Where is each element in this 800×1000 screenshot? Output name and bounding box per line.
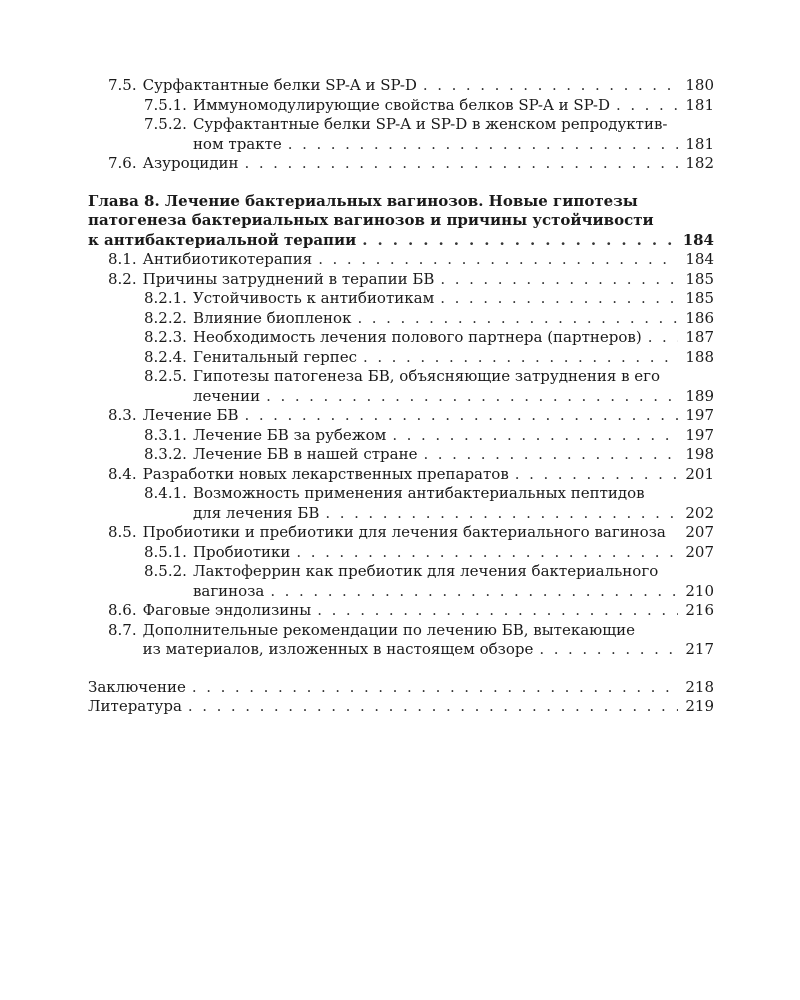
toc-entry-title-start: Гипотезы патогенеза БВ, объясняющие затруднения в его bbox=[192, 367, 661, 385]
toc-page-number: 216 bbox=[685, 601, 714, 619]
toc-entry-number: 8.4.1. bbox=[144, 484, 187, 502]
toc-entry[interactable] bbox=[88, 562, 714, 601]
toc-entry-title: Лечение БВ в нашей стране bbox=[192, 445, 418, 463]
toc-entry[interactable] bbox=[88, 289, 714, 309]
toc-leader-dots bbox=[325, 504, 678, 524]
toc-entry-title: Лечение БВ за рубежом bbox=[192, 425, 387, 444]
toc-entry-number: 8.1. bbox=[108, 250, 137, 268]
toc-leader-dots bbox=[188, 697, 678, 717]
toc-page-number: 197 bbox=[685, 425, 714, 444]
toc-entry-line bbox=[88, 678, 714, 698]
toc-entry[interactable] bbox=[88, 601, 714, 621]
toc-page-number: 180 bbox=[685, 76, 714, 94]
toc-leader-dots bbox=[515, 465, 678, 485]
toc-entry-number: 7.6. bbox=[108, 154, 137, 172]
toc-entry-number: 8.6. bbox=[108, 601, 137, 619]
toc-leader-dots bbox=[616, 96, 678, 116]
toc-entry-line bbox=[108, 640, 714, 660]
toc-leader-dots bbox=[539, 640, 678, 660]
toc-entry-title-start: Лактоферрин как пребиотик для лечения бактериального bbox=[192, 562, 659, 580]
toc-chapter-heading[interactable] bbox=[88, 192, 714, 251]
toc-page-number: 217 bbox=[685, 640, 714, 658]
toc-entry-line bbox=[108, 76, 714, 96]
toc-entry-title: Сурфактантные белки SP-A и SP-D bbox=[142, 76, 417, 94]
toc-entry[interactable] bbox=[88, 328, 714, 348]
toc-entry-number: 8.2. bbox=[108, 269, 137, 288]
toc-page-number: 210 bbox=[685, 581, 714, 600]
toc-entry[interactable] bbox=[88, 76, 714, 96]
toc-page-number: 187 bbox=[685, 328, 714, 346]
toc-entry-line bbox=[144, 348, 714, 368]
toc-leader-dots bbox=[423, 76, 678, 96]
toc-entry-title: Устойчивость к антибиотикам bbox=[192, 289, 435, 307]
toc-entry[interactable] bbox=[88, 309, 714, 329]
table-of-contents bbox=[88, 76, 714, 717]
toc-entry-line bbox=[144, 96, 714, 116]
toc-entry[interactable] bbox=[88, 96, 714, 116]
toc-leader-dots bbox=[288, 135, 678, 155]
toc-entry-number: 7.5.1. bbox=[144, 95, 187, 114]
toc-entry-title: для лечения БВ bbox=[192, 503, 320, 522]
toc-entry-number: 8.2.4. bbox=[144, 347, 187, 366]
toc-entry-title-start: Возможность применения антибактериальных пептидов bbox=[192, 484, 645, 502]
toc-entry[interactable] bbox=[88, 426, 714, 446]
toc-entry-line bbox=[88, 231, 714, 251]
toc-entry-line bbox=[144, 543, 714, 563]
toc-entry-line bbox=[144, 309, 714, 329]
toc-entry-title: лечении bbox=[192, 386, 261, 405]
toc-page-number: 201 bbox=[685, 464, 714, 483]
toc-entry-number: 8.2.3. bbox=[144, 328, 187, 346]
toc-entry-line bbox=[108, 465, 714, 485]
toc-page-number: 218 bbox=[685, 677, 714, 696]
toc-entry-number: 8.3. bbox=[108, 406, 137, 424]
toc-entry-line bbox=[144, 328, 714, 348]
toc-entry-title: Заключение bbox=[88, 677, 186, 696]
toc-leader-dots bbox=[357, 309, 678, 329]
toc-entry-title: Азуроцидин bbox=[142, 154, 239, 172]
toc-page-number: 182 bbox=[685, 154, 714, 172]
toc-leader-dots bbox=[423, 445, 678, 465]
toc-entry-line bbox=[144, 445, 714, 465]
toc-entry-number: 7.5.2. bbox=[144, 115, 187, 133]
toc-chapter-title-part: патогенеза бактериальных вагинозов и причины устойчивости bbox=[88, 211, 654, 229]
toc-entry[interactable] bbox=[88, 115, 714, 154]
toc-entry[interactable] bbox=[88, 678, 714, 698]
toc-entry-title: Фаговые эндолизины bbox=[142, 601, 312, 619]
toc-page-number: 185 bbox=[685, 269, 714, 288]
toc-chapter-line-2 bbox=[88, 211, 714, 231]
toc-page-number: 185 bbox=[685, 289, 714, 307]
toc-leader-dots bbox=[266, 387, 678, 407]
toc-entry-number: 8.5.1. bbox=[144, 542, 187, 561]
toc-page-number: 181 bbox=[685, 95, 714, 114]
toc-entry-title: Литература bbox=[88, 697, 182, 715]
toc-page-number: 207 bbox=[685, 523, 714, 541]
toc-entry[interactable] bbox=[88, 465, 714, 485]
toc-page-number: 198 bbox=[685, 445, 714, 463]
toc-entry-title: вагиноза bbox=[192, 581, 265, 600]
toc-entry[interactable] bbox=[88, 523, 714, 543]
toc-entry[interactable] bbox=[88, 484, 714, 523]
toc-page-number: 207 bbox=[685, 542, 714, 561]
toc-leader-dots bbox=[440, 289, 678, 309]
toc-entry-number: 8.3.2. bbox=[144, 445, 187, 463]
toc-entry-line bbox=[108, 154, 714, 174]
toc-entry-number: 8.7. bbox=[108, 620, 137, 639]
toc-entry-title-start: Сурфактантные белки SP-A и SP-D в женском репродуктив- bbox=[192, 115, 668, 133]
toc-entry-line bbox=[108, 270, 714, 290]
toc-entry-number: 8.3.1. bbox=[144, 425, 187, 444]
toc-entry-line bbox=[144, 426, 714, 446]
toc-entry-number: 8.2.1. bbox=[144, 289, 187, 307]
toc-leader-dots bbox=[317, 601, 678, 621]
toc-leader-dots bbox=[270, 582, 678, 602]
toc-entry-title: Причины затруднений в терапии БВ bbox=[142, 269, 435, 288]
toc-chapter-title-part: Глава 8. Лечение бактериальных вагинозов. Новые гипотезы bbox=[88, 191, 638, 210]
toc-page-number: 186 bbox=[685, 308, 714, 327]
toc-chapter-line-1 bbox=[88, 192, 714, 212]
toc-leader-dots bbox=[363, 348, 678, 368]
toc-entry-number: 8.5. bbox=[108, 523, 137, 541]
toc-entry[interactable] bbox=[88, 348, 714, 368]
toc-entry[interactable] bbox=[88, 250, 714, 270]
toc-entry-first-line bbox=[144, 367, 714, 387]
toc-leader-dots bbox=[245, 406, 679, 426]
toc-entry-title-start: Дополнительные рекомендации по лечению БВ, вытекающие bbox=[142, 620, 636, 639]
toc-entry-title: Разработки новых лекарственных препаратов bbox=[142, 464, 509, 483]
toc-entry-title: Лечение БВ bbox=[142, 406, 239, 424]
toc-page-number: 197 bbox=[685, 406, 714, 424]
toc-entry[interactable] bbox=[88, 406, 714, 426]
toc-entry-number: 8.2.5. bbox=[144, 367, 187, 385]
toc-entry[interactable] bbox=[88, 445, 714, 465]
toc-leader-dots bbox=[245, 154, 679, 174]
toc-leader-dots bbox=[318, 250, 678, 270]
toc-entry-line bbox=[108, 406, 714, 426]
toc-entry-title: Необходимость лечения полового партнера (партнеров) bbox=[192, 328, 642, 346]
toc-entry-line bbox=[144, 504, 714, 524]
toc-entry[interactable] bbox=[88, 367, 714, 406]
toc-page-number: 188 bbox=[685, 347, 714, 366]
toc-entry-line bbox=[88, 697, 714, 717]
toc-leader-dots bbox=[648, 328, 678, 348]
toc-entry-first-line bbox=[144, 484, 714, 504]
toc-entry-line bbox=[144, 387, 714, 407]
toc-entry-title: ном тракте bbox=[192, 134, 282, 153]
toc-page-number: 184 bbox=[682, 230, 714, 249]
toc-entry[interactable] bbox=[88, 621, 714, 660]
toc-entry-number: 8.5.2. bbox=[144, 562, 187, 580]
toc-page-number: 189 bbox=[685, 386, 714, 405]
toc-entry-title: Влияние биопленок bbox=[192, 308, 352, 327]
toc-entry-line bbox=[108, 523, 714, 543]
toc-entry[interactable] bbox=[88, 697, 714, 717]
toc-entry-first-line bbox=[108, 621, 714, 641]
toc-entry-line bbox=[108, 601, 714, 621]
toc-entry-line bbox=[144, 135, 714, 155]
toc-leader-dots bbox=[296, 543, 678, 563]
toc-page-number: 184 bbox=[685, 250, 714, 268]
toc-leader-dots bbox=[392, 426, 678, 446]
toc-entry-first-line bbox=[144, 562, 714, 582]
toc-entry-number: 7.5. bbox=[108, 76, 137, 94]
toc-entry-title: Иммуномодулирующие свойства белков SP-A и SP-D bbox=[192, 95, 610, 114]
toc-entry-line bbox=[144, 289, 714, 309]
toc-entry[interactable] bbox=[88, 543, 714, 563]
toc-entry-title: из материалов, изложенных в настоящем обзоре bbox=[142, 640, 534, 658]
toc-entry[interactable] bbox=[88, 154, 714, 174]
toc-entry-line bbox=[108, 250, 714, 270]
toc-page-number: 181 bbox=[685, 134, 714, 153]
toc-leader-dots bbox=[362, 231, 676, 251]
toc-entry-number: 8.4. bbox=[108, 464, 137, 483]
toc-entry[interactable] bbox=[88, 270, 714, 290]
toc-entry-first-line bbox=[144, 115, 714, 135]
toc-entry-title: Пробиотики и пребиотики для лечения бактериального вагиноза bbox=[142, 523, 666, 541]
toc-entry-title: Антибиотикотерапия bbox=[142, 250, 313, 268]
toc-entry-title: к антибактериальной терапии bbox=[88, 230, 357, 249]
toc-entry-line bbox=[144, 582, 714, 602]
toc-page-number: 219 bbox=[685, 697, 714, 715]
toc-leader-dots bbox=[440, 270, 678, 290]
toc-page-number: 202 bbox=[685, 503, 714, 522]
toc-entry-title: Генитальный герпес bbox=[192, 347, 357, 366]
toc-entry-number: 8.2.2. bbox=[144, 308, 187, 327]
toc-entry-title: Пробиотики bbox=[192, 542, 291, 561]
toc-leader-dots bbox=[192, 678, 678, 698]
